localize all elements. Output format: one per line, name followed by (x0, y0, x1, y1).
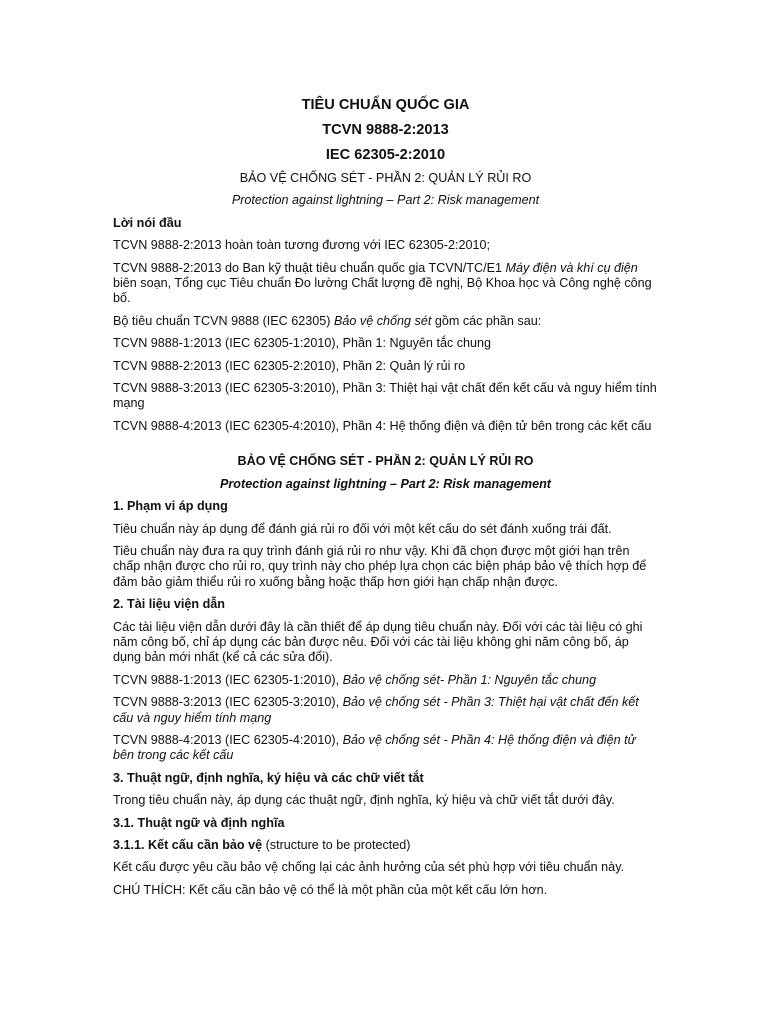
reference-code: TCVN 9888-1:2013 (IEC 62305-1:2010), (113, 672, 343, 687)
foreword-heading: Lời nói đầu (113, 215, 182, 230)
main-title-en: Protection against lightning – Part 2: Risk management (220, 476, 551, 491)
standard-title: TIÊU CHUẨN QUỐC GIA (301, 97, 470, 113)
text-run: biên soạn, Tổng cục Tiêu chuẩn Đo lường Chất lượng đề nghị, Bộ Khoa học và Công nghệ công bố. (113, 276, 652, 306)
reference-title: Bảo vệ chống sét - Phần 3: Thiệt hại vật chất đến kết cấu và nguy hiểm tính mạng (113, 695, 639, 725)
italic-run: Bảo vệ chống sét (334, 313, 432, 328)
italic-run: Máy điện và khí cụ điện (505, 260, 638, 275)
section-paragraph: Tiêu chuẩn này đưa ra quy trình đánh giá rủi ro như vậy. Khi đã chọn được một giới hạn trên chấp nhận được cho rủi ro, quy trình này cho phép lựa chọn các biện pháp bảo vệ thích hợp để đảm bảo giảm thiểu rủi ro xuống bằng hoặc thấp hơn giới hạn chấp nhận được. (113, 543, 647, 589)
term-definition: Kết cấu được yêu cầu bảo vệ chống lại các ảnh hưởng của sét phù hợp với tiêu chuẩn này. (113, 860, 625, 875)
subsection-heading: 3.1. Thuật ngữ và định nghĩa (113, 815, 285, 830)
text-run: TCVN 9888-2:2013 do Ban kỹ thuật tiêu chuẩn quốc gia TCVN/TC/E1 (113, 260, 506, 275)
section-paragraph: Các tài liệu viện dẫn dưới đây là cần thiết để áp dụng tiêu chuẩn này. Đối với các tài liệu có ghi năm công bố, chỉ áp dụng các bản được nêu. Đối với các tài liệu không ghi năm công bố, áp dụng bản mới nhất (kể cả các sửa đổi). (113, 619, 643, 665)
text-run: Bộ tiêu chuẩn TCVN 9888 (IEC 62305) (113, 313, 334, 328)
text-run: gồm các phần sau: (431, 313, 542, 328)
section-heading: 2. Tài liệu viện dẫn (113, 597, 225, 612)
reference-code: TCVN 9888-3:2013 (IEC 62305-3:2010), (113, 695, 343, 710)
iec-code: IEC 62305-2:2010 (325, 147, 446, 163)
part-list-item: TCVN 9888-1:2013 (IEC 62305-1:2010), Phần 1: Nguyên tắc chung (113, 336, 492, 351)
reference-item (113, 695, 658, 726)
term-title: 3.1.1. Kết cấu cần bảo vệ (113, 838, 263, 852)
reference-item (113, 733, 658, 764)
section-heading: 3. Thuật ngữ, định nghĩa, ký hiệu và các chữ viết tắt (113, 770, 424, 785)
standard-code: TCVN 9888-2:2013 (322, 122, 449, 138)
reference-item (113, 673, 658, 688)
main-title: BẢO VỆ CHỐNG SÉT - PHẦN 2: QUẢN LÝ RỦI RO (237, 454, 534, 469)
standard-subtitle-en: Protection against lightning – Part 2: Risk management (231, 193, 540, 208)
part-list-item: TCVN 9888-2:2013 (IEC 62305-2:2010), Phần 2: Quản lý rủi ro (113, 358, 466, 373)
part-list-item: TCVN 9888-3:2013 (IEC 62305-3:2010), Phần 3: Thiệt hại vật chất đến kết cấu và nguy hiểm tính mạng (113, 381, 657, 411)
section-paragraph: Tiêu chuẩn này áp dụng để đánh giá rủi ro đối với một kết cấu do sét đánh xuống trái đất. (113, 521, 612, 536)
reference-title: Bảo vệ chống sét - Phần 4: Hệ thống điện và điện tử bên trong các kết cấu (113, 732, 636, 763)
note: CHÚ THÍCH: Kết cấu cần bảo vệ có thể là một phần của một kết cấu lớn hơn. (113, 882, 548, 897)
standard-subtitle: BẢO VỆ CHỐNG SÉT - PHẦN 2: QUẢN LÝ RỦI RO (239, 171, 532, 185)
section-heading: 1. Phạm vi áp dụng (113, 499, 228, 514)
foreword-paragraph (113, 261, 658, 307)
spacer (113, 441, 658, 454)
reference-title: Bảo vệ chống sét- Phần 1: Nguyên tắc chung (342, 672, 597, 687)
term-heading (113, 838, 658, 853)
foreword-paragraph (113, 314, 658, 329)
part-list-item: TCVN 9888-4:2013 (IEC 62305-4:2010), Phần 4: Hệ thống điện và điện tử bên trong các kết cấu (113, 418, 652, 433)
foreword-paragraph: TCVN 9888-2:2013 hoàn toàn tương đương với IEC 62305-2:2010; (113, 238, 491, 253)
term-english: (structure to be protected) (262, 838, 411, 852)
section-paragraph: Trong tiêu chuẩn này, áp dụng các thuật ngữ, định nghĩa, ký hiệu và chữ viết tắt dưới đây. (113, 793, 615, 808)
reference-code: TCVN 9888-4:2013 (IEC 62305-4:2010), (113, 732, 343, 747)
